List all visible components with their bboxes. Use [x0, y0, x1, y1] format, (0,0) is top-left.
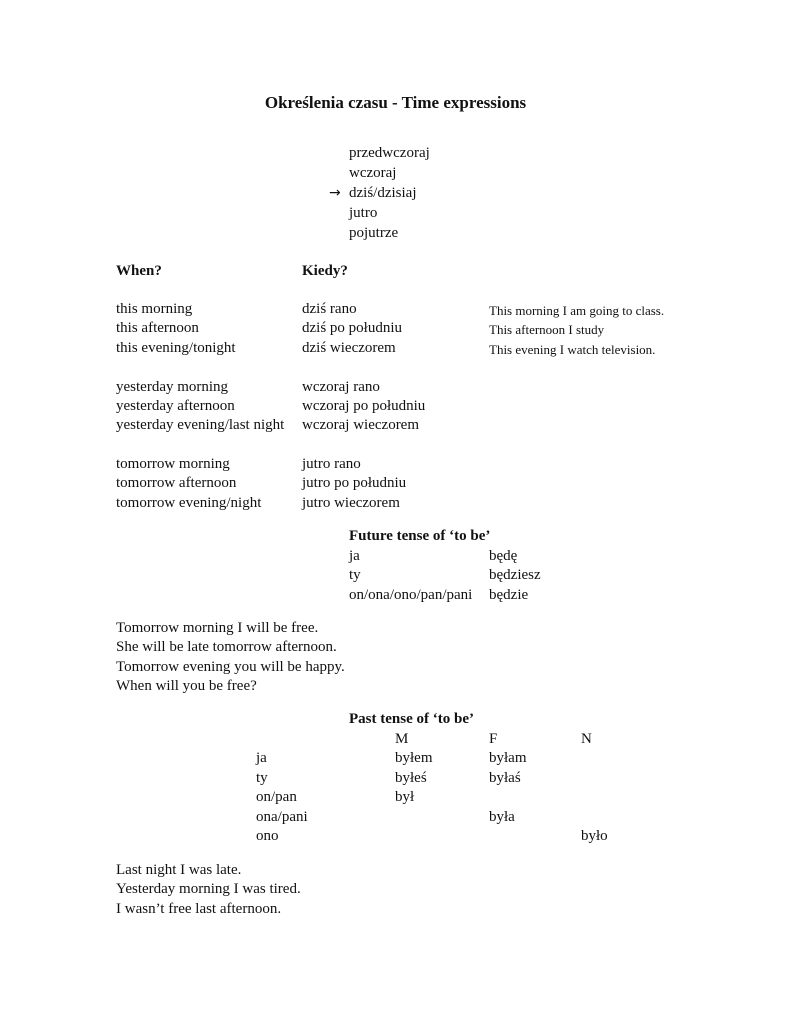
- column-header-feminine: F: [489, 731, 498, 747]
- example-sentence: This afternoon I study: [489, 322, 605, 337]
- day-item: wczoraj: [349, 165, 397, 181]
- past-pronoun: on/pan: [256, 789, 297, 805]
- expression-pl: jutro rano: [302, 456, 361, 472]
- past-form-m: byłeś: [395, 770, 427, 786]
- future-form: będzie: [489, 587, 529, 603]
- day-sequence-list: [349, 144, 430, 244]
- expression-en: tomorrow evening/night: [116, 495, 262, 511]
- column-header-neuter: N: [581, 731, 592, 747]
- future-tense-heading: Future tense of ‘to be’: [349, 528, 491, 544]
- past-pronoun: ono: [256, 828, 279, 844]
- expression-pl: dziś po południu: [302, 320, 402, 336]
- expression-pl: wczoraj po południu: [302, 398, 426, 414]
- expression-en: this morning: [116, 301, 193, 317]
- expression-en: yesterday morning: [116, 379, 229, 395]
- future-pronoun: on/ona/ono/pan/pani: [349, 587, 473, 603]
- page-title: Określenia czasu - Time expressions: [264, 93, 527, 112]
- header-when: When?: [116, 263, 162, 279]
- future-pronoun: ja: [349, 548, 360, 564]
- expression-en: yesterday afternoon: [116, 398, 235, 414]
- practice-sentence: Yesterday morning I was tired.: [116, 881, 301, 897]
- practice-sentence: When will you be free?: [116, 678, 257, 694]
- expression-en: yesterday evening/last night: [116, 417, 285, 433]
- example-sentence: This evening I watch television.: [489, 342, 656, 357]
- expression-en: tomorrow morning: [116, 456, 230, 472]
- future-pronoun: ty: [349, 567, 361, 583]
- practice-sentence: Tomorrow evening you will be happy.: [116, 659, 345, 675]
- day-item: jutro: [349, 205, 378, 221]
- past-form-m: był: [395, 789, 415, 805]
- day-item: pojutrze: [349, 225, 399, 241]
- past-pronoun: ty: [256, 770, 268, 786]
- expression-pl: dziś wieczorem: [302, 340, 396, 356]
- expression-pl: jutro po południu: [302, 475, 407, 491]
- expression-pl: wczoraj wieczorem: [302, 417, 420, 433]
- practice-sentence: She will be late tomorrow afternoon.: [116, 639, 337, 655]
- past-pronoun: ona/pani: [256, 809, 308, 825]
- practice-sentence: I wasn’t free last afternoon.: [116, 901, 282, 917]
- header-kiedy: Kiedy?: [302, 263, 348, 279]
- day-item: przedwczoraj: [349, 145, 430, 161]
- expression-en: tomorrow afternoon: [116, 475, 237, 491]
- past-form-n: było: [581, 828, 608, 844]
- example-sentence: This morning I am going to class.: [489, 303, 665, 318]
- past-pronoun: ja: [256, 750, 267, 766]
- past-form-f: byłam: [489, 750, 527, 766]
- day-item-today: dziś/dzisiaj: [349, 185, 417, 201]
- practice-sentence: Tomorrow morning I will be free.: [116, 620, 319, 636]
- expression-pl: jutro wieczorem: [302, 495, 400, 511]
- past-form-m: byłem: [395, 750, 433, 766]
- arrow-right-icon: →: [329, 185, 341, 201]
- future-form: będziesz: [489, 567, 541, 583]
- past-form-f: była: [489, 809, 515, 825]
- expression-pl: wczoraj rano: [302, 379, 380, 395]
- expression-en: this afternoon: [116, 320, 199, 336]
- practice-sentence: Last night I was late.: [116, 862, 242, 878]
- expression-en: this evening/tonight: [116, 340, 236, 356]
- column-header-masculine: M: [395, 731, 409, 747]
- past-form-f: byłaś: [489, 770, 521, 786]
- expression-pl: dziś rano: [302, 301, 357, 317]
- past-tense-heading: Past tense of ‘to be’: [349, 711, 474, 727]
- future-form: będę: [489, 548, 518, 564]
